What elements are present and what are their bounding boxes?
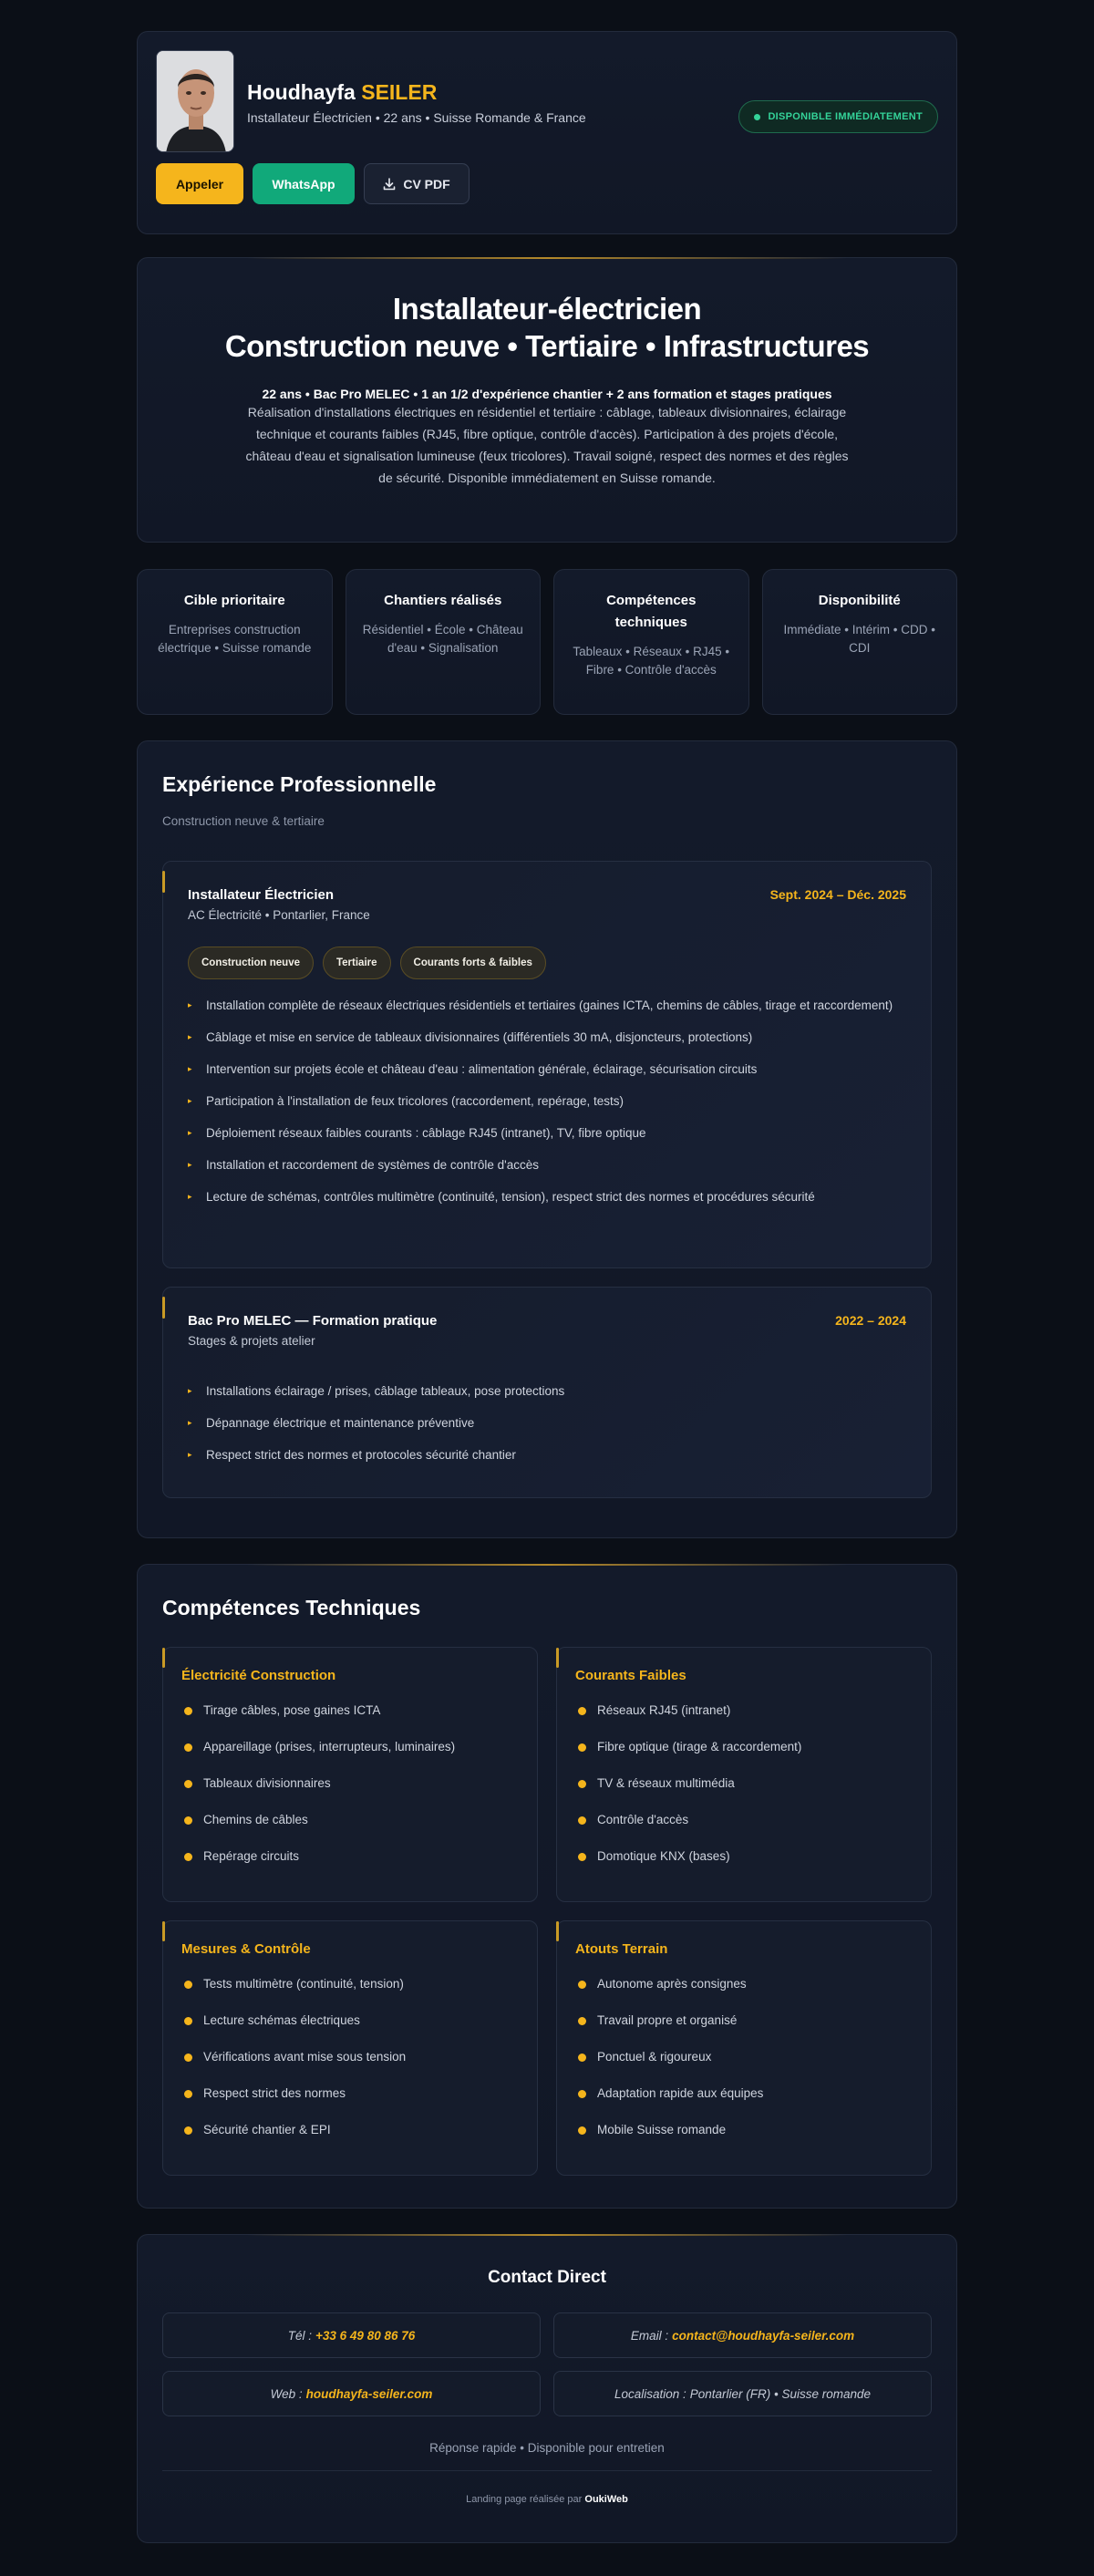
skill-text: Sécurité chantier & EPI [203,2123,331,2136]
arrow-right-icon: ▸ [188,1450,192,1459]
skill-text: Repérage circuits [203,1849,300,1863]
skill-text: Fibre optique (tirage & raccordement) [597,1740,802,1754]
skill-text: Domotique KNX (bases) [597,1849,730,1863]
call-button-label: Appeler [175,176,224,191]
stat-text: Immédiate • Intérim • CDD • CDI [783,623,935,655]
contact-location [553,2371,932,2416]
contact-label: Email : [630,2328,669,2343]
list-item [188,1412,906,1433]
dot-icon [184,1981,192,1989]
call-button[interactable] [156,163,243,204]
section-title: Contact Direct [488,2268,606,2287]
profile-name [247,80,586,105]
list-item [181,2123,519,2159]
list-item [188,1027,906,1048]
list-item [188,1154,906,1175]
location-text: Pontarlier (FR) • Suisse romande [689,2386,872,2401]
dot-icon [184,2090,192,2098]
list-item [188,1091,906,1112]
footer-credit [162,2494,932,2505]
list-item [575,1977,913,2013]
stat-text: Résidentiel • École • Château d'eau • Signalisation [362,623,523,655]
list-item [575,2013,913,2050]
arrow-right-icon: ▸ [188,1192,192,1201]
status-dot-icon [754,114,760,120]
list-item [575,1813,913,1849]
skill-text: Autonome après consignes [597,1977,747,1991]
stat-text: Entreprises construction électrique • Suisse romande [158,623,312,655]
dot-icon [184,2054,192,2062]
dot-icon [578,1743,586,1752]
list-item [575,1849,913,1886]
list-item [181,1776,519,1813]
dot-icon [578,2017,586,2025]
dot-icon [578,2090,586,2098]
web-link[interactable]: houdhayfa-seiler.com [305,2386,433,2401]
last-name: SEILER [361,80,438,104]
list-item [575,1703,913,1740]
contact-note: Réponse rapide • Disponible pour entretien [162,2441,932,2471]
skill-group [556,1647,932,1902]
stat-card [762,569,958,715]
stat-card [553,569,749,715]
job-company: AC Électricité • Pontarlier, France [188,908,370,922]
badge-label: DISPONIBLE IMMÉDIATEMENT [768,111,923,122]
section-title: Compétences Techniques [162,1596,421,1619]
dot-icon [578,2054,586,2062]
contact-web[interactable] [162,2371,541,2416]
skill-group-title: Électricité Construction [181,1668,336,1683]
dot-icon [578,1707,586,1715]
list-item [181,1740,519,1776]
stat-card [137,569,333,715]
dot-icon [578,1981,586,1989]
arrow-right-icon: ▸ [188,1000,192,1009]
job-title: Bac Pro MELEC — Formation pratique [188,1313,438,1329]
contact-phone[interactable] [162,2312,541,2358]
arrow-right-icon: ▸ [188,1386,192,1395]
dot-icon [184,1816,192,1825]
hero-title-line1: Installateur-électricien [392,292,702,326]
dot-icon [184,2017,192,2025]
list-item [575,2123,913,2159]
skill-text: Tests multimètre (continuité, tension) [203,1977,404,1991]
skill-group [162,1920,538,2176]
job-bullets [188,1381,906,1465]
whatsapp-button-label: WhatsApp [272,176,335,191]
stat-title: Cible prioritaire [183,593,285,608]
dot-icon [184,1743,192,1752]
contact-label: Web : [270,2386,303,2401]
list-item [181,2050,519,2086]
dot-icon [578,2126,586,2135]
list-item [575,1776,913,1813]
bullet-text: Respect strict des normes et protocoles sécurité chantier [206,1448,516,1462]
bullet-text: Participation à l'installation de feux tricolores (raccordement, repérage, tests) [206,1094,624,1108]
dot-icon [184,1707,192,1715]
credit-link[interactable]: OukiWeb [584,2494,628,2505]
bullet-text: Installation et raccordement de systèmes de contrôle d'accès [206,1158,540,1172]
credit-prefix: Landing page réalisée par [466,2494,583,2505]
arrow-right-icon: ▸ [188,1064,192,1073]
hero-title [138,290,956,365]
hero-section [137,257,957,543]
tag: Tertiaire [323,947,391,979]
hero-description: Réalisation d'installations électriques en résidentiel et tertiaire : câblage, tableaux divisionnaires, éclairage technique et courants faibles (RJ45, fibre optique, contrôle d'accès). Participation à des projets d'école, château d'eau et signalisation lumineuse (feux tricolores). Travail soigné, respect des normes et des règles de sécurité. Disponible immédiatement en Suisse romande. [245,405,849,485]
skill-text: Respect strict des normes [203,2086,346,2100]
skill-text: Lecture schémas électriques [203,2013,360,2027]
arrow-right-icon: ▸ [188,1096,192,1105]
skill-text: Tirage câbles, pose gaines ICTA [203,1703,381,1717]
skill-text: TV & réseaux multimédia [597,1776,735,1790]
skill-group [556,1920,932,2176]
whatsapp-button[interactable] [253,163,355,204]
list-item [188,1059,906,1080]
profile-subtitle: Installateur Électricien • 22 ans • Suisse Romande & France [247,110,586,125]
list-item [575,1740,913,1776]
stat-card [346,569,542,715]
skill-group-title: Mesures & Contrôle [181,1941,311,1957]
arrow-right-icon: ▸ [188,1418,192,1427]
contact-section [137,2234,957,2543]
job-title: Installateur Électricien [188,887,335,903]
list-item [188,1122,906,1143]
list-item [181,1813,519,1849]
list-item [188,1186,906,1207]
list-item [575,2050,913,2086]
dot-icon [578,1853,586,1861]
bullet-text: Installation complète de réseaux électriques résidentiels et tertiaires (gaines ICTA, chemins de câbles, tirage et raccordement) [206,998,893,1012]
dot-icon [184,2126,192,2135]
profile-header [137,31,957,234]
section-title: Expérience Professionnelle [162,772,437,796]
job-date: 2022 – 2024 [835,1313,906,1328]
stat-title: Compétences techniques [606,593,697,630]
arrow-right-icon: ▸ [188,1160,192,1169]
list-item [188,1381,906,1402]
avatar [156,50,234,152]
skill-group-title: Atouts Terrain [575,1941,668,1957]
job-date: Sept. 2024 – Déc. 2025 [769,887,906,902]
list-item [188,995,906,1016]
skill-group-title: Courants Faibles [575,1668,686,1683]
skill-group [162,1647,538,1902]
contact-label: Localisation : [614,2386,686,2401]
arrow-right-icon: ▸ [188,1032,192,1041]
bullet-text: Câblage et mise en service de tableaux divisionnaires (différentiels 30 mA, disjoncteurs, protections) [206,1030,753,1044]
hero-title-line2: Construction neuve • Tertiaire • Infrastructures [224,329,870,363]
hero-highlight: 22 ans • Bac Pro MELEC • 1 an 1/2 d'expérience chantier + 2 ans formation et stages pratiques [262,387,832,401]
contact-label: Tél : [287,2328,313,2343]
download-icon [383,178,396,191]
availability-badge [738,100,938,133]
cv-pdf-button[interactable] [364,163,470,204]
skill-text: Réseaux RJ45 (intranet) [597,1703,731,1717]
job-card [162,861,932,1268]
phone-link[interactable]: +33 6 49 80 86 76 [315,2328,416,2343]
job-bullets [188,995,906,1207]
experience-section [137,740,957,1538]
skills-section [137,1564,957,2209]
dot-icon [184,1853,192,1861]
bullet-text: Installations éclairage / prises, câblage tableaux, pose protections [206,1384,565,1398]
bullet-text: Intervention sur projets école et château d'eau : alimentation générale, éclairage, sécurisation circuits [206,1062,758,1076]
bullet-text: Lecture de schémas, contrôles multimètre (continuité, tension), respect strict des normes et procédures sécurité [206,1190,815,1204]
section-lead: Construction neuve & tertiaire [162,814,325,828]
skill-text: Chemins de câbles [203,1813,308,1826]
skill-text: Vérifications avant mise sous tension [203,2050,407,2064]
arrow-right-icon: ▸ [188,1128,192,1137]
tag: Construction neuve [188,947,314,979]
bullet-text: Dépannage électrique et maintenance préventive [206,1416,475,1430]
dot-icon [184,1780,192,1788]
job-tags [188,947,906,979]
bullet-text: Déploiement réseaux faibles courants : câblage RJ45 (intranet), TV, fibre optique [206,1126,646,1140]
skill-text: Mobile Suisse romande [597,2123,727,2136]
list-item [181,2013,519,2050]
profile-photo-icon [157,51,234,152]
first-name: Houdhayfa [247,80,356,104]
cv-button-label: CV PDF [403,176,450,191]
job-card [162,1287,932,1498]
skill-text: Tableaux divisionnaires [203,1776,331,1790]
contact-email[interactable] [553,2312,932,2358]
tag: Courants forts & faibles [400,947,546,979]
skill-text: Travail propre et organisé [597,2013,738,2027]
email-link[interactable]: contact@houdhayfa-seiler.com [672,2328,855,2343]
skill-text: Contrôle d'accès [597,1813,689,1826]
skill-text: Adaptation rapide aux équipes [597,2086,764,2100]
list-item [181,1977,519,2013]
list-item [181,1849,519,1886]
job-company: Stages & projets atelier [188,1334,315,1348]
list-item [188,1444,906,1465]
list-item [181,2086,519,2123]
list-item [181,1703,519,1740]
skill-text: Ponctuel & rigoureux [597,2050,712,2064]
skill-text: Appareillage (prises, interrupteurs, luminaires) [203,1740,456,1754]
stat-text: Tableaux • Réseaux • RJ45 • Fibre • Contrôle d'accès [573,645,730,677]
stat-title: Chantiers réalisés [384,593,502,608]
stats-row [137,569,957,715]
dot-icon [578,1780,586,1788]
list-item [575,2086,913,2123]
stat-title: Disponibilité [818,593,901,608]
dot-icon [578,1816,586,1825]
